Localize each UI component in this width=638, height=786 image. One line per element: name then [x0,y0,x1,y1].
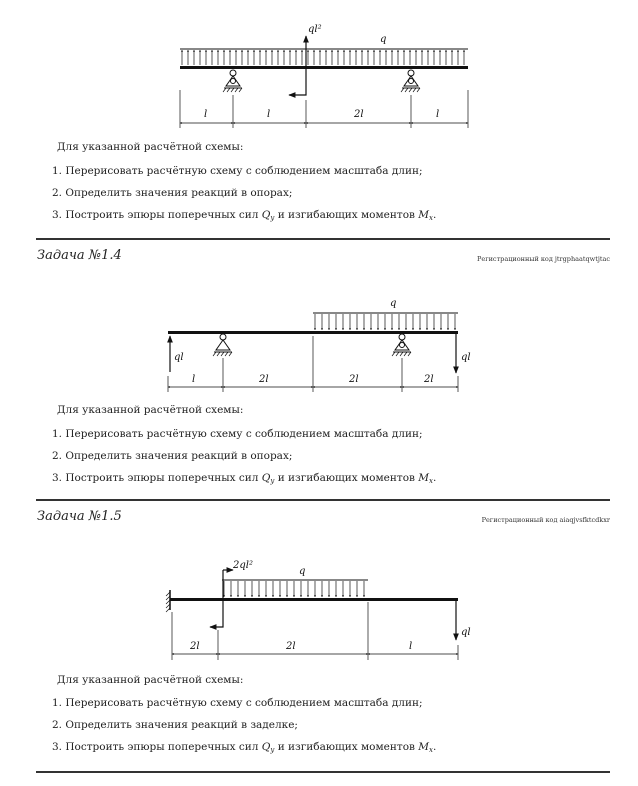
pin-support-right [392,334,411,356]
task-intro: Для указанной расчётной схемы: [57,141,244,153]
distributed-load-1 [180,49,468,65]
dim-label: l [192,374,196,385]
force-label-right: ql [461,352,471,363]
force-label-right: ql [461,627,471,638]
pin-support-left [213,334,232,356]
q-label-1: q [380,34,387,45]
divider [36,499,610,501]
task-item: 3. Построить эпюры поперечных сил $Q_y$ и изгибающих моментов $M_x$. [52,209,437,222]
pin-support-right [401,70,420,92]
moment-label-3: 2ql² [233,560,253,571]
task-item: 2. Определить значения реакций в заделке; [52,719,298,731]
dim-label: l [267,109,271,120]
dim-label: 2l [286,641,296,652]
task-item: 3. Построить эпюры поперечных сил $Q_y$ и изгибающих моментов $M_x$. [52,472,437,485]
task-item: 1. Перерисовать расчётную схему с соблюдением масштаба длин; [52,165,423,177]
task-title: Задача №1.4 [37,248,122,263]
dim-label: 2l [190,641,200,652]
task-item: 3. Построить эпюры поперечных сил $Q_y$ и изгибающих моментов $M_x$. [52,741,437,754]
task-item: 2. Определить значения реакций в опорах; [52,450,293,462]
pin-support-left [223,70,242,92]
beam-2 [168,331,458,334]
dim-label: 2l [354,109,364,120]
task-item: 2. Определить значения реакций в опорах; [52,187,293,199]
task-intro: Для указанной расчётной схемы: [57,404,244,416]
moment-1 [289,36,306,95]
divider [36,771,610,773]
dim-label: l [409,641,413,652]
fixed-support [166,590,170,612]
beam-diagram-1 [0,0,638,135]
moment-label-1: ql² [308,24,322,35]
beam-3 [170,598,458,601]
dim-label: l [436,109,440,120]
q-label-3: q [299,566,306,577]
beam-diagram-2 [0,280,638,400]
dim-label: 2l [424,374,434,385]
force-label-left: ql [174,352,184,363]
registration-code: Регистрационный код aiaqjvsfktcdkxr [481,516,610,524]
task-item: 1. Перерисовать расчётную схему с соблюдением масштаба длин; [52,428,423,440]
registration-code: Регистрационный код jtrgphaatqwtjtac [476,255,610,263]
task-title: Задача №1.5 [37,509,122,524]
divider [36,238,610,240]
task-intro: Для указанной расчётной схемы: [57,674,244,686]
task-item: 1. Перерисовать расчётную схему с соблюдением масштаба длин; [52,697,423,709]
q-label-2: q [390,298,397,309]
dim-label: l [204,109,208,120]
beam-1 [180,66,468,69]
dim-label: 2l [259,374,269,385]
distributed-load-3 [222,580,368,597]
dim-label: 2l [349,374,359,385]
beam-diagram-3 [0,550,638,665]
distributed-load-2 [313,313,458,330]
